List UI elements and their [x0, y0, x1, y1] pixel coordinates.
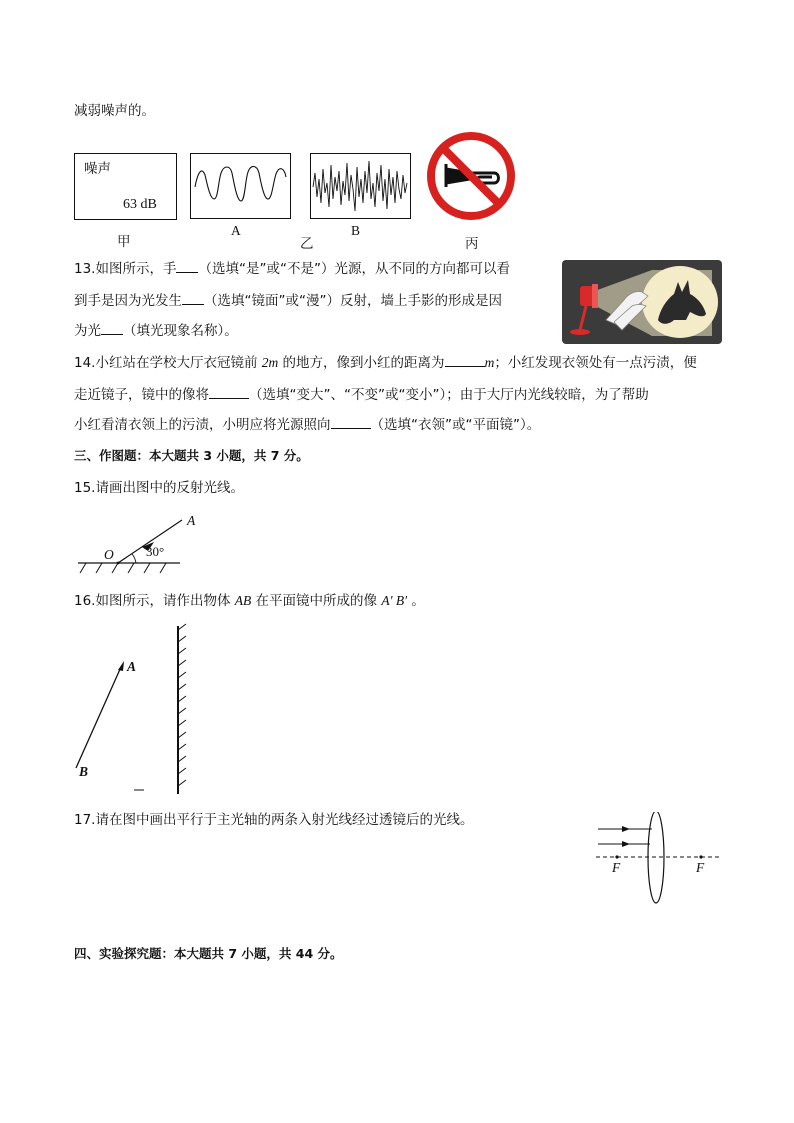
caption-jia: 甲 — [117, 234, 131, 250]
q15-reflection-diagram — [74, 508, 194, 578]
q13-line1-text-a: 13.如图所示，手 — [74, 261, 177, 277]
q14-line2-text-a: 走近镜子，镜中的像将 — [74, 387, 209, 403]
noise-meter-figure — [74, 153, 177, 220]
q16-label-b: B — [79, 764, 89, 779]
q15-angle-label: 30° — [146, 544, 165, 559]
q13-line3-text-a: 为光 — [74, 323, 101, 339]
q17-text: 17.请在图中画出平行于主光轴的两条入射光线经过透镜后的光线。 — [74, 812, 474, 828]
section-3-heading: 三、作图题：本大题共 3 小题，共 7 分。 — [74, 448, 309, 463]
q15-text: 15.请画出图中的反射光线。 — [74, 480, 244, 496]
q14-blank-1[interactable] — [445, 352, 485, 367]
q16-label-a: A — [127, 659, 137, 674]
q14-line1-text-b: 的地方，像到小红的距离为 — [278, 355, 445, 371]
noise-meter-value: 63 dB — [123, 197, 157, 212]
wave-a-label: A — [231, 223, 241, 238]
q14-line2 — [74, 384, 649, 405]
q13-blank-1[interactable] — [176, 258, 198, 273]
intro-line: 减弱噪声的。 — [74, 103, 155, 119]
q14-line1 — [74, 352, 697, 373]
section-4-heading: 四、实验探究题：本大题共 7 小题，共 44 分。 — [74, 946, 343, 961]
q16-text-c: 。 — [407, 593, 425, 609]
q14-line3-text-a: 小红看清衣领上的污渍，小明应将光源照向 — [74, 417, 331, 433]
q14-line3 — [74, 414, 540, 435]
q16-text-b: 在平面镜中所成的像 — [251, 593, 382, 609]
q14-unit-m: m — [484, 355, 495, 370]
q17-arrow-2 — [622, 841, 630, 847]
wave-b-figure — [310, 153, 411, 219]
q14-line1-text-a: 14.小红站在学校大厅衣冠镜前 — [74, 355, 262, 371]
q17-arrow-1 — [622, 826, 630, 832]
caption-bing: 丙 — [465, 236, 479, 252]
q16-image-ab: A′ B′ — [381, 593, 408, 608]
q15-mirror-hatching — [80, 563, 166, 573]
q15-angle-arc — [132, 554, 136, 563]
q13-line2-text-a: 到手是因为光发生 — [74, 293, 182, 309]
q14-line1-text-c: ；小红发现衣领处有一点污渍，便 — [494, 355, 697, 371]
q16-mirror-hatching — [178, 624, 186, 786]
q14-line2-text-b: （选填“变大”、“不变”或“变小”）；由于大厅内光线较暗，为了帮助 — [249, 387, 649, 403]
q16-object-ab: AB — [234, 593, 252, 608]
q14-distance-value: 2m — [261, 355, 279, 370]
q16-arrowhead — [118, 661, 124, 671]
wave-b-label: B — [351, 223, 361, 238]
q14-line3-text-b: （选填“衣领”或“平面镜”）。 — [370, 417, 541, 433]
caption-yi: 乙 — [300, 236, 314, 252]
q16-text — [74, 591, 425, 611]
noise-meter-label: 噪声 — [84, 161, 111, 177]
q15-label-o: O — [104, 547, 114, 562]
q13-line2-text-b: （选填“镜面”或“漫”）反射，墙上手影的形成是因 — [204, 293, 502, 309]
q16-text-a: 16.如图所示，请作出物体 — [74, 593, 235, 609]
q15-label-a: A — [187, 513, 196, 528]
q17-label-f-left: F — [612, 860, 621, 875]
q17-label-f-right: F — [696, 860, 705, 875]
q13-line3-text-b: （填光现象名称）。 — [123, 323, 238, 339]
q16-object-ab-line — [76, 667, 121, 768]
q14-blank-3[interactable] — [331, 414, 371, 429]
q13-line2 — [74, 290, 502, 311]
q13-blank-2[interactable] — [182, 290, 204, 305]
hand-shadow-photo — [562, 260, 722, 344]
q13-blank-3[interactable] — [101, 320, 123, 335]
q13-line1-text-b: （选填“是”或“不是”）光源，从不同的方向都可以看 — [198, 261, 510, 277]
q15-point-o — [117, 562, 120, 565]
q13-line3 — [74, 320, 238, 341]
no-honking-sign — [426, 131, 516, 221]
q13-line1 — [74, 258, 510, 279]
q14-blank-2[interactable] — [209, 384, 249, 399]
wave-a-figure — [190, 153, 291, 219]
